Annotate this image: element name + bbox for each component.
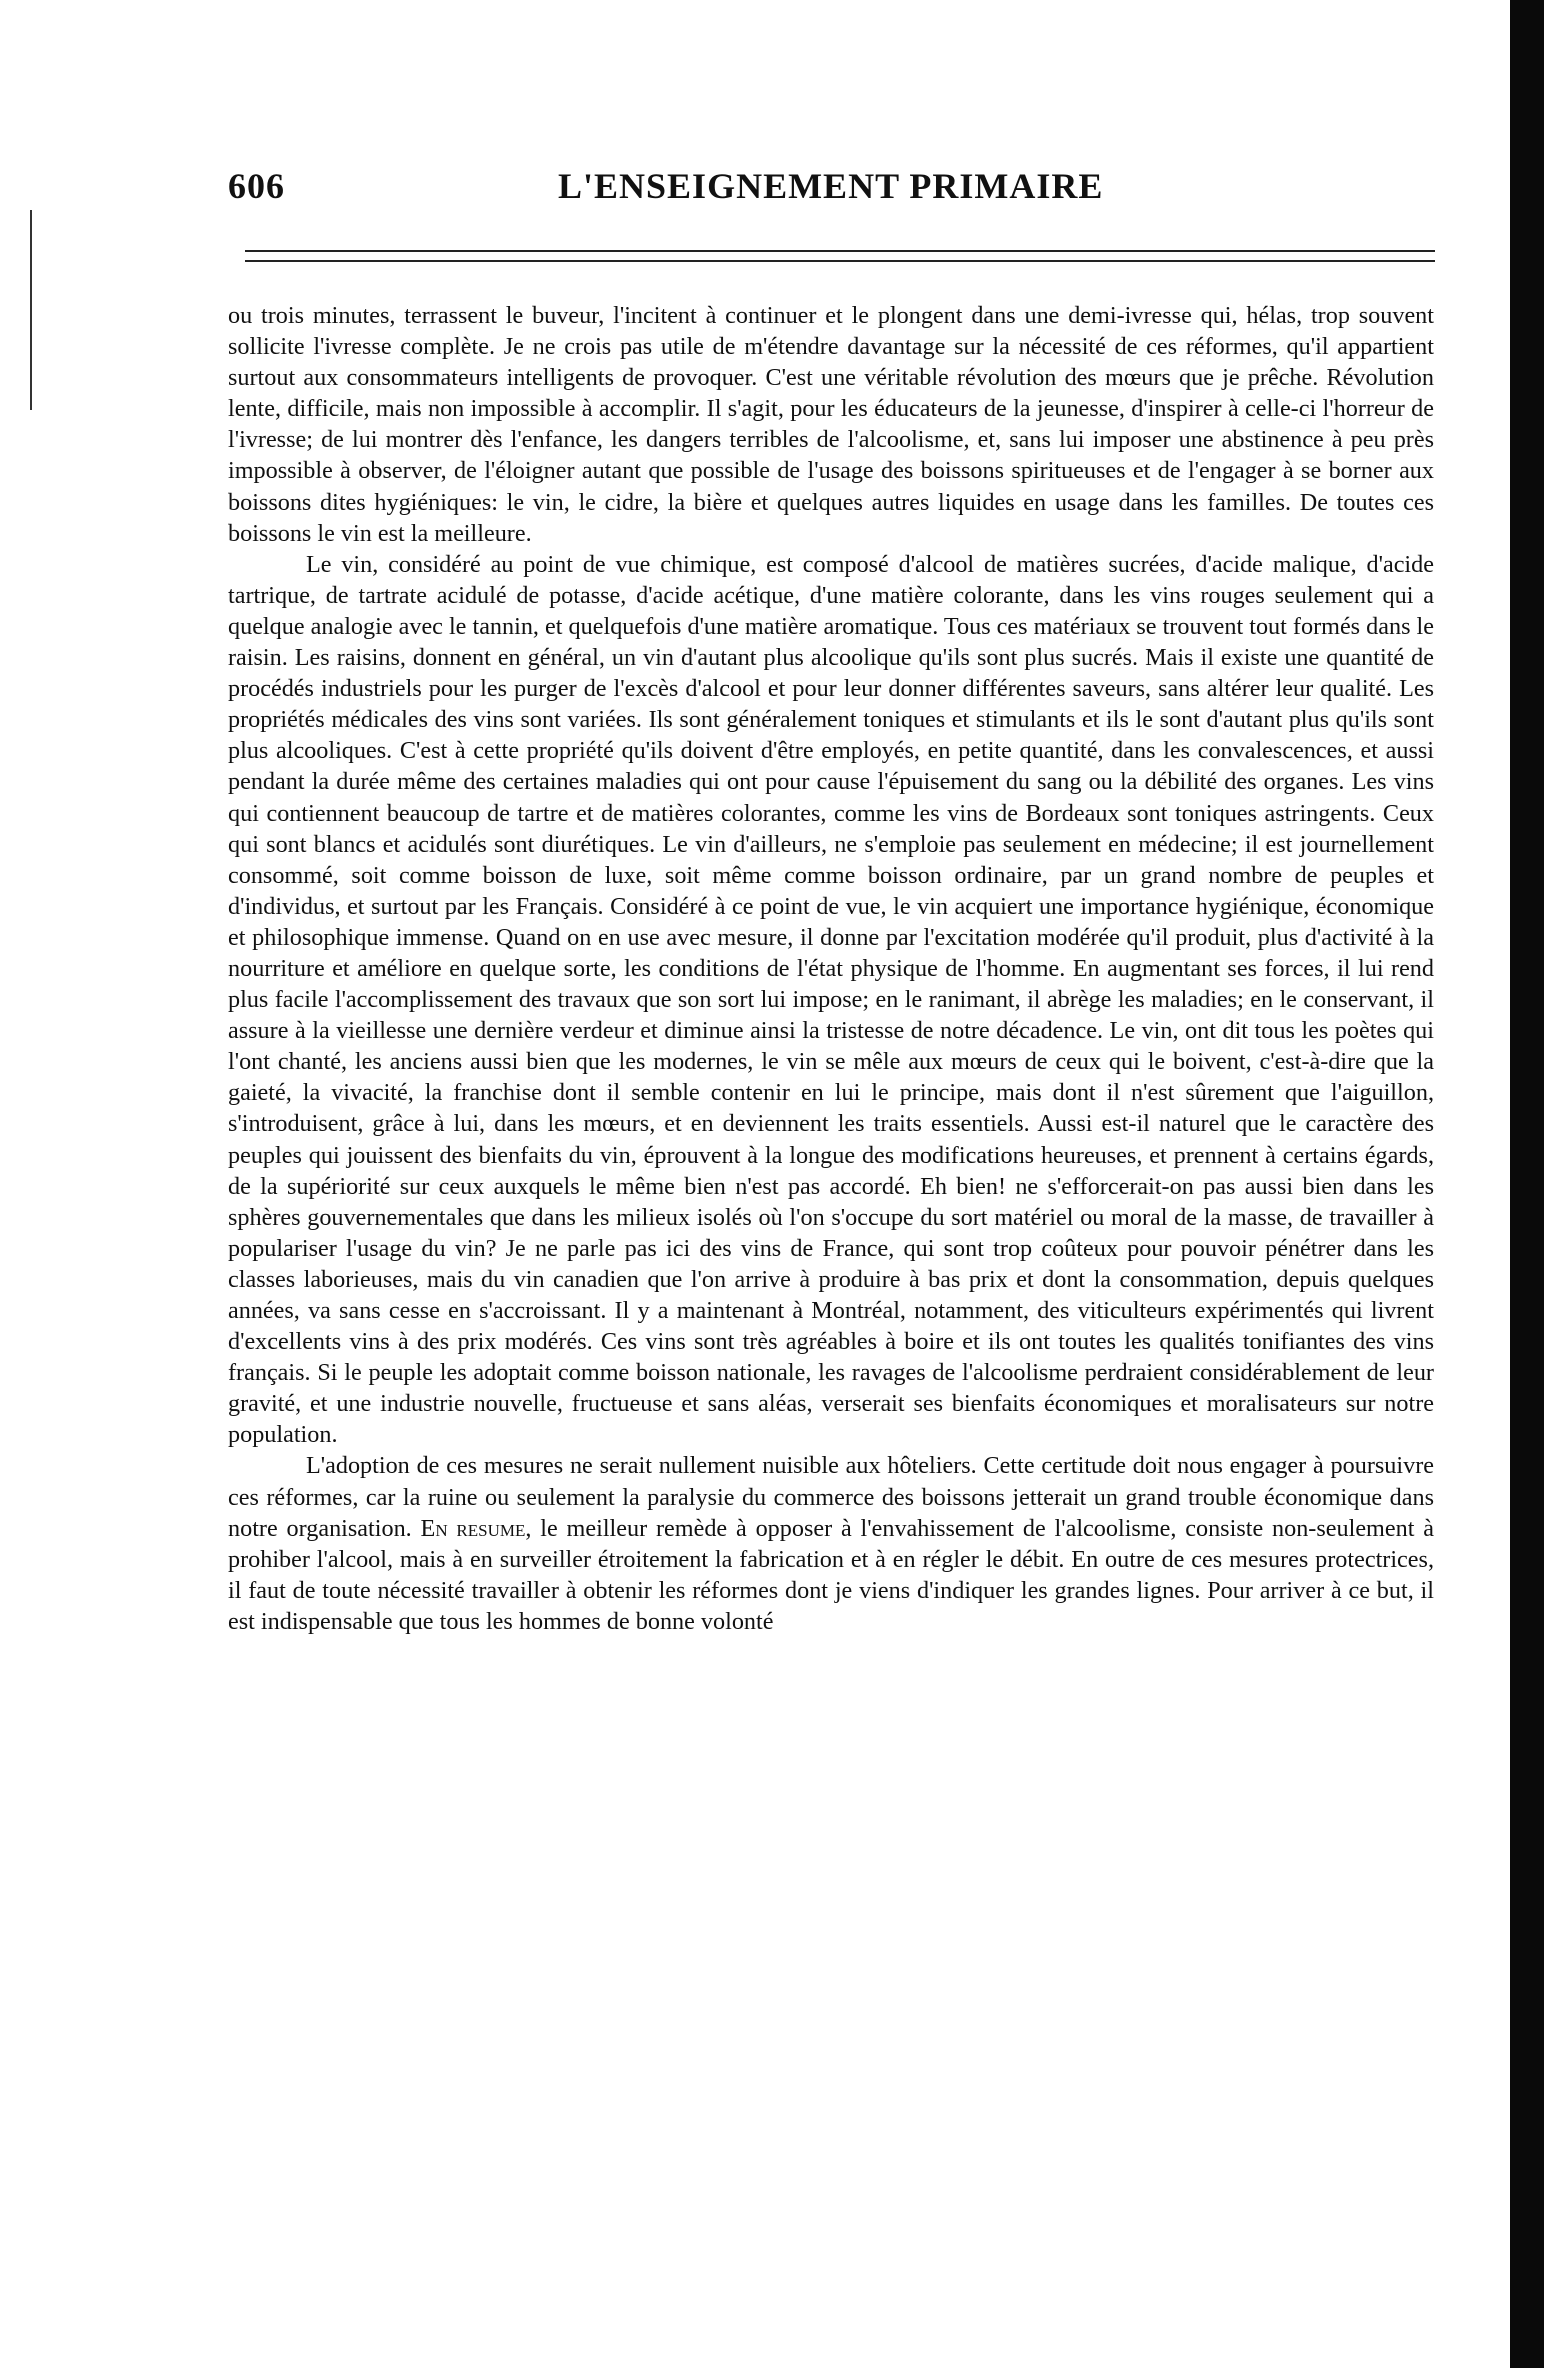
page-number: 606 [228, 166, 285, 206]
body-text [228, 300, 1434, 1637]
en-resume-small-caps: En resume, [420, 1514, 532, 1542]
paragraph-3-part-2: le meilleur remède à opposer à l'envahissement de l'alcoolisme, consiste non-seulement à prohiber l'alcool, mais à en surveiller étroitement la fabrication et à en régler le débit. En outre de ces mesures protectrices, il faut de toute nécessité travailler à obtenir les réformes dont je viens d'indiquer les grandes lignes. Pour arriver à ce but, il est indispensable que tous les hommes de bonne volonté [228, 1514, 1434, 1635]
scan-margin-mark [30, 210, 32, 410]
paragraph-3-part-1: L'adoption de ces mesures ne serait nullement nuisible aux hôteliers. Cette certitude doit nous engager à poursuivre ces réformes, car la ruine ou seulement la paralysie du commerce des boissons jetterait un grand trouble économique dans notre organisation. [228, 1452, 1434, 1542]
scan-dark-edge [1510, 0, 1544, 2368]
header-rule [245, 250, 1435, 262]
page-header [228, 165, 1418, 215]
paragraph-2: Le vin, considéré au point de vue chimique, est composé d'alcool de matières sucrées, d'acide malique, d'acide tartrique, de tartrate acidulé de potasse, d'acide acétique, d'une matière colorante, dans les vins rouges seulement qui a quelque analogie avec le tannin, et quelquefois d'une matière aromatique. Tous ces matériaux se trouvent tout formés dans le raisin. Les raisins, donnent en général, un vin d'autant plus alcoolique qu'ils sont plus sucrés. Mais il existe une quantité de procédés industriels pour les purger de l'excès d'alcool et pour leur donner différentes saveurs, sans altérer leur qualité. Les propriétés médicales des vins sont variées. Ils sont généralement toniques et stimulants et ils le sont d'autant plus qu'ils sont plus alcooliques. C'est à cette propriété qu'ils doivent d'être employés, en petite quantité, dans les convalescences, et aussi pendant la durée même des certaines maladies qui ont pour cause l'épuisement du sang ou la débilité des organes. Les vins qui contiennent beaucoup de tartre et de matières colorantes, comme les vins de Bordeaux sont toniques astringents. Ceux qui sont blancs et acidulés sont diurétiques. Le vin d'ailleurs, ne s'emploie pas seulement en médecine; il est journellement consommé, soit comme boisson de luxe, soit même comme boisson ordinaire, par un grand nombre de peuples et d'individus, et surtout par les Français. Considéré à ce point de vue, le vin acquiert une importance hygiénique, économique et philosophique immense. Quand on en use avec mesure, il donne par l'excitation modérée qu'il produit, plus d'activité à la nourriture et améliore en quelque sorte, les conditions de l'état physique de l'homme. En augmentant ses forces, il lui rend plus facile l'accomplissement des travaux que son sort lui impose; en le ranimant, il abrège les maladies; en le conservant, il assure à la vieillesse une dernière verdeur et diminue ainsi la tristesse de notre décadence. Le vin, ont dit tous les poètes qui l'ont chanté, les anciens aussi bien que les modernes, le vin se mêle aux mœurs de ceux qui le boivent, c'est-à-dire que la gaieté, la vivacité, la franchise dont il semble contenir en lui le principe, mais dont il n'est sûrement que l'aiguillon, s'introduisent, grâce à lui, dans les mœurs, et en deviennent les traits essentiels. Aussi est-il naturel que le caractère des peuples qui jouissent des bienfaits du vin, éprouvent à la longue des modifications heureuses, et prennent à certains égards, de la supériorité sur ceux auxquels le même bien n'est pas accordé. Eh bien! ne s'efforcerait-on pas aussi bien dans les sphères gouvernementales que dans les milieux isolés où l'on s'occupe du sort matériel ou moral de la masse, de travailler à populariser l'usage du vin? Je ne parle pas ici des vins de France, qui sont trop coûteux pour pouvoir pénétrer dans les classes laborieuses, mais du vin canadien que l'on arrive à produire à bas prix et dont la consommation, depuis quelques années, va sans cesse en s'accroissant. Il y a maintenant à Montréal, notamment, des viticulteurs expérimentés qui livrent d'excellents vins à des prix modérés. Ces vins sont très agréables à boire et ils ont toutes les qualités tonifiantes des vins français. Si le peuple les adoptait comme boisson nationale, les ravages de l'alcoolisme perdraient considérablement de leur gravité, et une industrie nouvelle, fructueuse et sans aléas, verserait ses bienfaits économiques et moralisateurs sur notre population. [228, 550, 1434, 1449]
paragraph-3 [228, 1450, 1434, 1637]
paragraph-1: ou trois minutes, terrassent le buveur, l'incitent à continuer et le plongent dans une demi-ivresse qui, hélas, trop souvent sollicite l'ivresse complète. Je ne crois pas utile de m'étendre davantage sur la nécessité de ces réformes, qu'il appartient surtout aux consommateurs intelligents de provoquer. C'est une véritable révolution des mœurs que je prêche. Révolution lente, difficile, mais non impossible à accomplir. Il s'agit, pour les éducateurs de la jeunesse, d'inspirer à celle-ci l'horreur de l'ivresse; de lui montrer dès l'enfance, les dangers terribles de l'alcoolisme, et, sans lui imposer une abstinence à peu près impossible à observer, de l'éloigner autant que possible de l'usage des boissons spiritueuses et de l'engager à se borner aux boissons dites hygiéniques: le vin, le cidre, la bière et quelques autres liquides en usage dans les familles. De toutes ces boissons le vin est la meilleure. [228, 302, 1434, 547]
running-title: L'ENSEIGNEMENT PRIMAIRE [558, 166, 1104, 206]
